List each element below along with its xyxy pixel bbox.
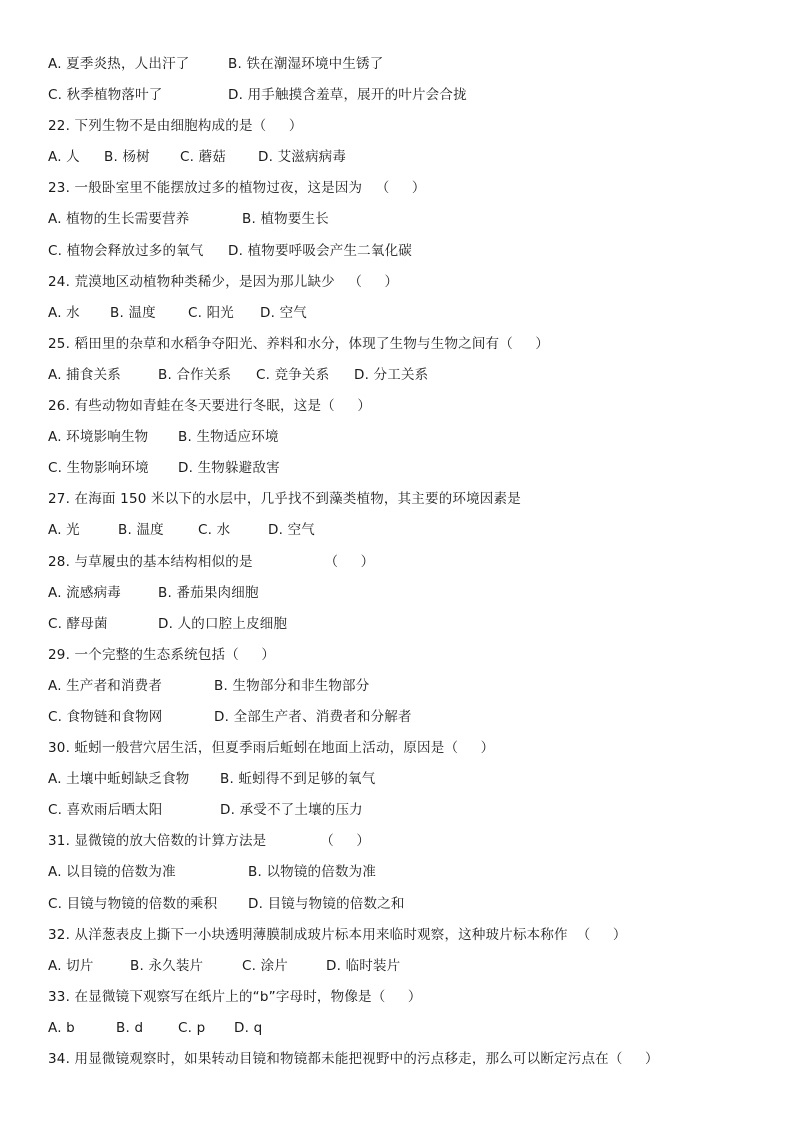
answer-option: B. 蚯蚓得不到足够的氧气 [220, 771, 376, 788]
exam-page [48, 52, 768, 1078]
answer-option: A. 植物的生长需要营养 [48, 211, 190, 228]
answer-options-row [48, 674, 768, 705]
answer-options-row [48, 518, 768, 549]
question-stem: 28. 与草履虫的基本结构相似的是 （ ） [48, 553, 375, 570]
answer-option: D. 生物躲避敌害 [178, 460, 280, 477]
answer-option: B. 生物部分和非生物部分 [214, 677, 370, 694]
question-stem: 27. 在海面 150 米以下的水层中，几乎找不到藻类植物，其主要的环境因素是 [48, 491, 521, 508]
question-stem: 29. 一个完整的生态系统包括（ ） [48, 646, 276, 663]
answer-options-row [48, 207, 768, 238]
answer-options-row [48, 581, 768, 612]
answer-option: B. d [116, 1019, 144, 1036]
answer-option: A. 人 [48, 149, 80, 166]
answer-options-row [48, 52, 768, 83]
answer-option: C. 蘑菇 [180, 149, 227, 166]
answer-option: B. 以物镜的倍数为准 [248, 864, 377, 881]
answer-options-row [48, 705, 768, 736]
answer-option: C. 竞争关系 [256, 366, 330, 383]
answer-option: D. 艾滋病病毒 [258, 149, 347, 166]
question-stem: 22. 下列生物不是由细胞构成的是（ ） [48, 118, 303, 135]
answer-option: D. 人的口腔上皮细胞 [158, 615, 288, 632]
answer-options-row [48, 363, 768, 394]
question-stem: 32. 从洋葱表皮上撕下一小块透明薄膜制成玻片标本用来临时观察，这种玻片标本称作 （ ） [48, 926, 627, 943]
answer-option: C. 涂片 [242, 957, 289, 974]
question-stem: 31. 显微镜的放大倍数的计算方法是 （ ） [48, 833, 371, 850]
answer-option: B. 植物要生长 [242, 211, 329, 228]
answer-option: C. 植物会释放过多的氧气 [48, 242, 204, 259]
answer-option: D. 空气 [268, 522, 315, 539]
question-stem: 34. 用显微镜观察时，如果转动目镜和物镜都未能把视野中的污点移走，那么可以断定污点在（ ） [48, 1051, 659, 1067]
answer-option: C. 酵母菌 [48, 615, 108, 632]
answer-option: B. 杨树 [104, 149, 150, 166]
answer-options-row [48, 83, 768, 114]
answer-options-row [48, 892, 768, 923]
question-stem: 26. 有些动物如青蛙在冬天要进行冬眠，这是（ ） [48, 398, 372, 415]
answer-option: D. 全部生产者、消费者和分解者 [214, 708, 412, 725]
answer-options-row [48, 612, 768, 643]
answer-option: A. 切片 [48, 957, 94, 974]
answer-option: B. 番茄果肉细胞 [158, 584, 259, 601]
answer-options-row [48, 798, 768, 829]
answer-option: D. 植物要呼吸会产生二氧化碳 [228, 242, 412, 259]
answer-option: A. 捕食关系 [48, 366, 121, 383]
question-stem: 23. 一般卧室里不能摆放过多的植物过夜，这是因为 （ ） [48, 180, 426, 197]
answer-options-row [48, 239, 768, 270]
answer-option: B. 生物适应环境 [178, 429, 279, 446]
answer-option: A. 以目镜的倍数为准 [48, 864, 176, 881]
answer-options-row [48, 425, 768, 456]
answer-options-row [48, 1016, 768, 1047]
answer-option: B. 永久装片 [130, 957, 204, 974]
answer-option: C. p [178, 1019, 206, 1036]
answer-option: C. 水 [198, 522, 231, 539]
answer-options-row [48, 301, 768, 332]
answer-options-row [48, 456, 768, 487]
answer-option: B. 铁在潮湿环境中生锈了 [228, 56, 384, 72]
answer-option: A. 环境影响生物 [48, 429, 149, 446]
answer-option: A. 土壤中蚯蚓缺乏食物 [48, 771, 190, 788]
answer-option: D. 空气 [260, 304, 307, 321]
answer-option: D. 目镜与物镜的倍数之和 [248, 895, 405, 912]
answer-option: D. 用手触摸含羞草，展开的叶片会合拢 [228, 87, 467, 104]
answer-option: A. b [48, 1019, 75, 1036]
answer-option: A. 光 [48, 522, 80, 539]
question-stem: 30. 蚯蚓一般营穴居生活，但夏季雨后蚯蚓在地面上活动，原因是（ ） [48, 740, 495, 757]
answer-option: C. 目镜与物镜的倍数的乘积 [48, 895, 218, 912]
answer-option: D. 分工关系 [354, 366, 429, 383]
answer-option: C. 阳光 [188, 304, 235, 321]
answer-option: B. 温度 [110, 304, 156, 321]
answer-option: C. 喜欢雨后晒太阳 [48, 802, 163, 819]
answer-option: D. 承受不了土壤的压力 [220, 802, 363, 819]
answer-option: C. 生物影响环境 [48, 460, 149, 477]
answer-option: A. 夏季炎热，人出汗了 [48, 56, 190, 72]
question-stem: 24. 荒漠地区动植物种类稀少，是因为那儿缺少 （ ） [48, 273, 399, 290]
answer-options-row [48, 145, 768, 176]
answer-option: A. 生产者和消费者 [48, 677, 163, 694]
answer-options-row [48, 767, 768, 798]
answer-option: B. 温度 [118, 522, 164, 539]
answer-option: A. 水 [48, 304, 80, 321]
answer-options-row [48, 860, 768, 891]
answer-option: C. 秋季植物落叶了 [48, 87, 163, 104]
answer-option: B. 合作关系 [158, 366, 232, 383]
question-stem: 33. 在显微镜下观察写在纸片上的“b”字母时，物像是（ ） [48, 988, 422, 1005]
question-stem: 25. 稻田里的杂草和水稻争夺阳光、养料和水分，体现了生物与生物之间有（ ） [48, 335, 550, 352]
answer-option: A. 流感病毒 [48, 584, 121, 601]
answer-option: C. 食物链和食物网 [48, 708, 163, 725]
answer-option: D. 临时装片 [326, 957, 401, 974]
answer-options-row [48, 954, 768, 985]
answer-option: D. q [234, 1019, 263, 1036]
